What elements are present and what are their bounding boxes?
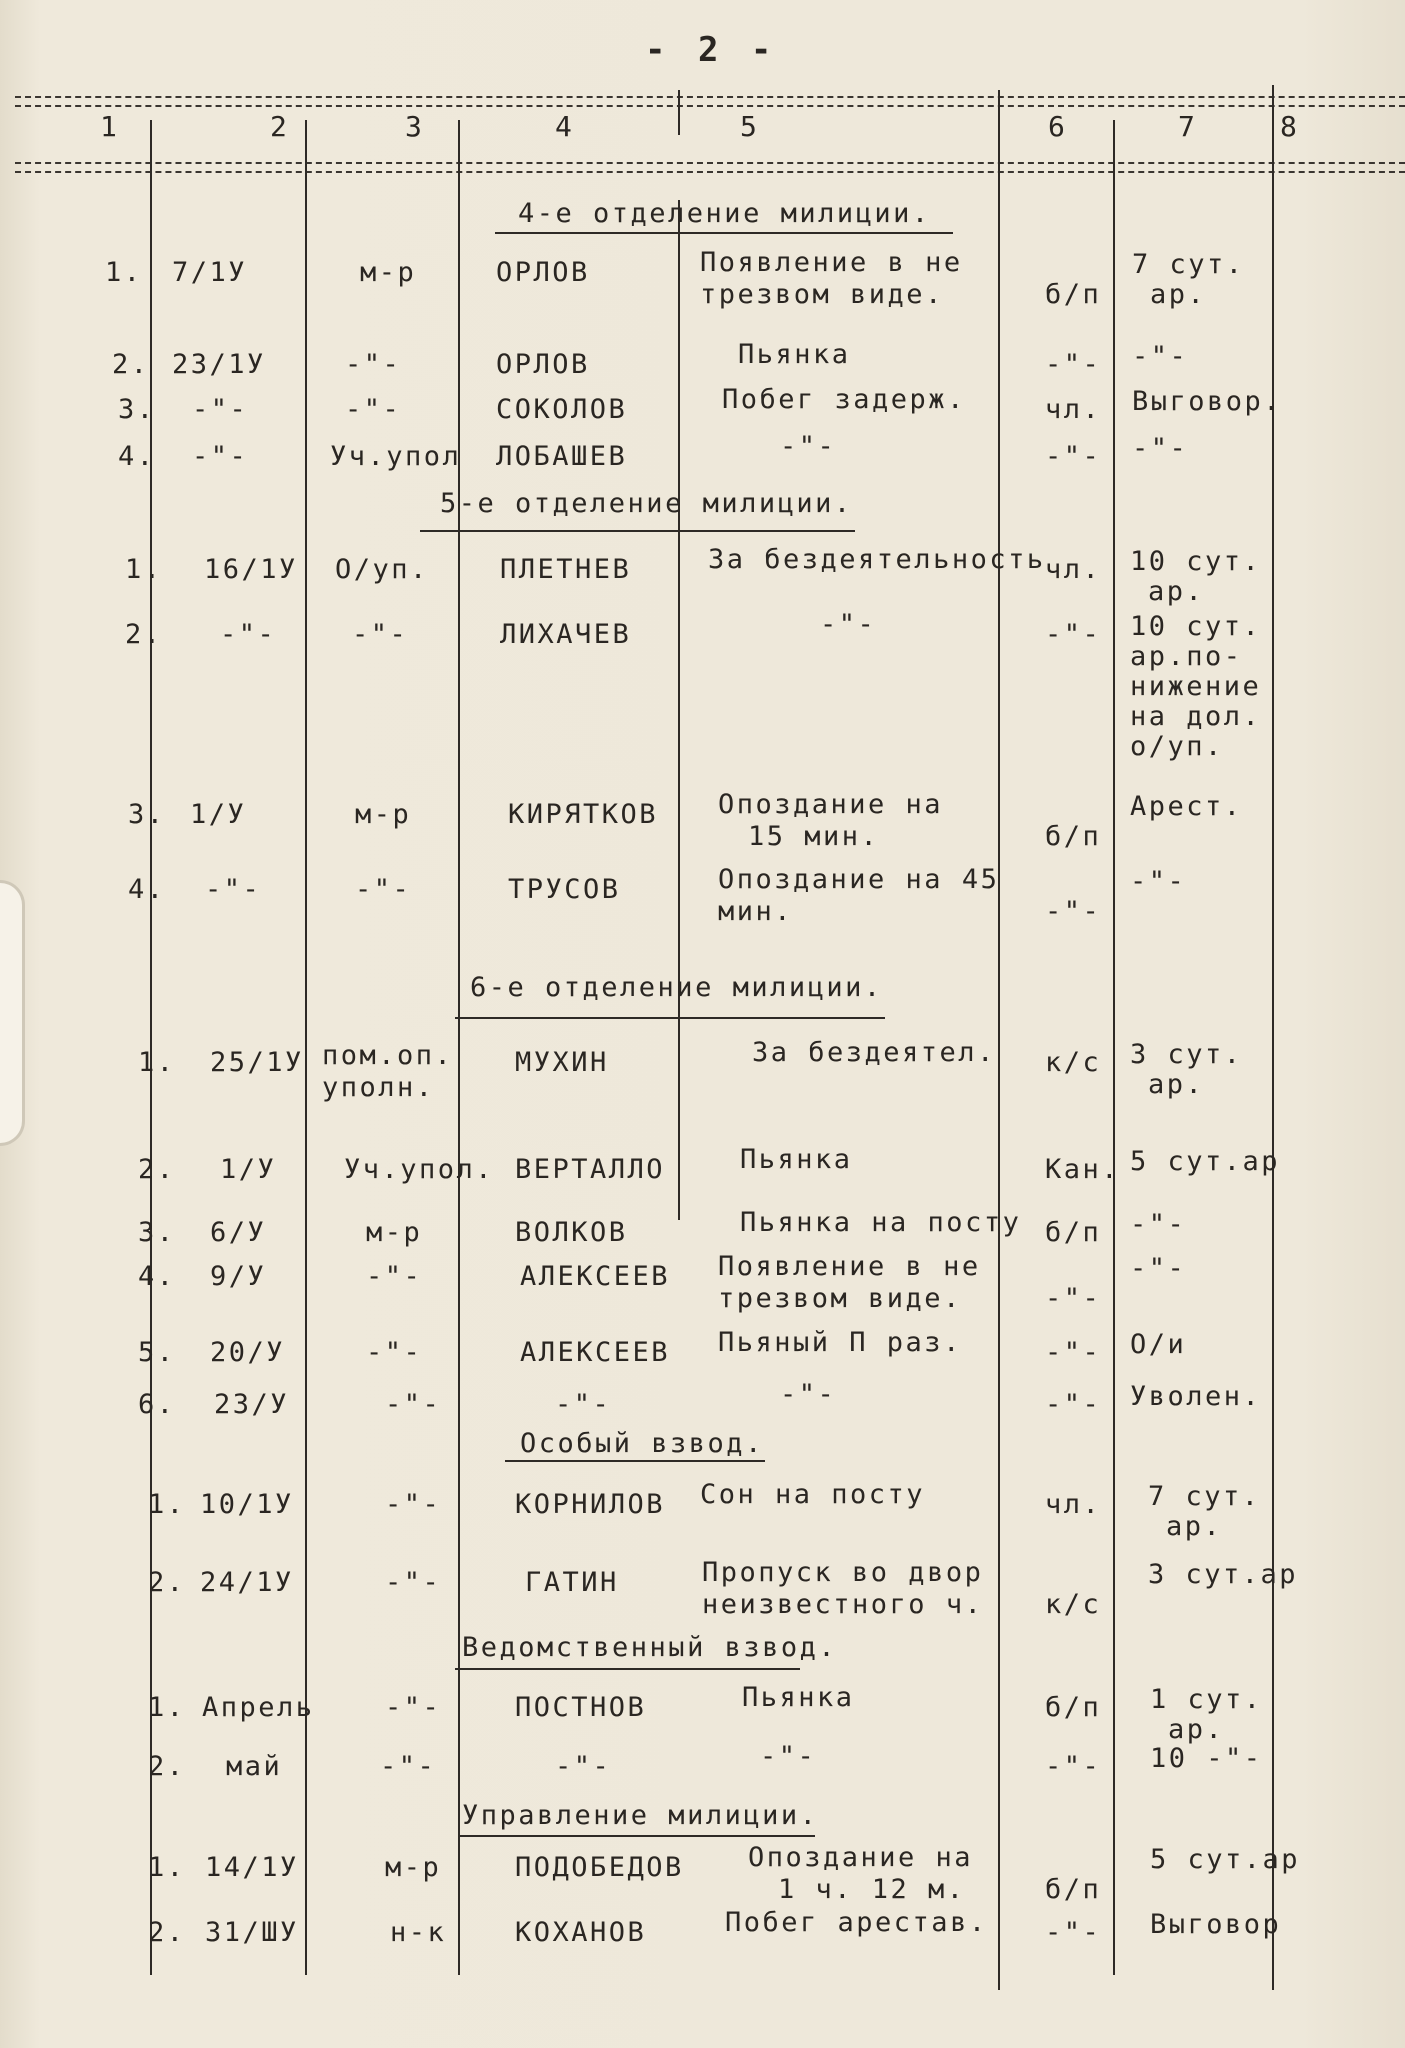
row-penalty: О/и (1130, 1329, 1187, 1360)
row-penalty: 10 -"- (1150, 1743, 1263, 1774)
row-date: 24/1У (200, 1567, 294, 1598)
row-penalty: о/уп. (1130, 731, 1224, 762)
row-offense: Пьянка (740, 1144, 853, 1175)
row-offense: -"- (780, 1379, 837, 1410)
row-number: 3. (118, 394, 156, 425)
row-name: КИРЯТКОВ (508, 799, 659, 830)
section-title: Особый взвод. (520, 1428, 764, 1459)
row-penalty: ар. (1150, 279, 1207, 310)
row-penalty: 3 сут. (1130, 1039, 1243, 1070)
row-rank: Уч.упол. (344, 1154, 495, 1185)
column-header: 1 (100, 110, 117, 143)
row-offense: 1 ч. 12 м. (778, 1874, 966, 1905)
row-penalty: -"- (1130, 1253, 1187, 1284)
row-number: 4. (128, 874, 166, 905)
row-rank: -"- (385, 1567, 442, 1598)
row-penalty: ар. (1166, 1511, 1223, 1542)
row-number: 4. (118, 441, 156, 472)
row-number: 1. (148, 1692, 186, 1723)
row-name: -"- (555, 1389, 612, 1420)
row-party: к/с (1045, 1589, 1102, 1620)
row-name: ЛОБАШЕВ (496, 441, 628, 472)
column-header: 2 (270, 110, 287, 143)
row-number: 2. (148, 1567, 186, 1598)
row-name: КОРНИЛОВ (515, 1489, 666, 1520)
row-penalty: -"- (1130, 866, 1187, 897)
row-penalty: -"- (1132, 341, 1189, 372)
row-penalty: 5 сут.ар (1150, 1844, 1301, 1875)
row-offense: За бездеятельность (708, 544, 1046, 575)
row-rank: м-р (355, 799, 412, 830)
row-party: -"- (1045, 896, 1102, 927)
section-underline (495, 232, 953, 234)
row-party: -"- (1045, 1389, 1102, 1420)
row-date: 1/У (190, 799, 247, 830)
row-offense: Опоздание на (748, 1842, 974, 1873)
section-underline (458, 1835, 815, 1837)
row-party: -"- (1045, 1283, 1102, 1314)
section-title: Ведомственный взвод. (462, 1632, 838, 1663)
row-name: АЛЕКСЕЕВ (520, 1261, 671, 1292)
row-offense: Сон на посту (700, 1479, 926, 1510)
row-name: ОРЛОВ (496, 257, 590, 288)
row-name: ПОСТНОВ (515, 1692, 647, 1723)
row-date: 20/У (210, 1337, 286, 1368)
row-date: 10/1У (200, 1489, 294, 1520)
row-date: 7/1У (172, 257, 248, 288)
column-header: 7 (1178, 110, 1195, 143)
row-number: 1. (148, 1852, 186, 1883)
column-header: 5 (740, 110, 757, 143)
row-rank: -"- (366, 1337, 423, 1368)
row-offense: Побег задерж. (722, 384, 966, 415)
row-offense: Пьянка на посту (740, 1207, 1022, 1238)
row-rank: -"- (355, 874, 412, 905)
row-number: 3. (138, 1217, 176, 1248)
row-rank: м-р (385, 1852, 442, 1883)
row-name: ЛИХАЧЕВ (500, 619, 632, 650)
row-penalty: -"- (1132, 433, 1189, 464)
row-penalty: 10 сут. (1130, 611, 1262, 642)
row-number: 2. (125, 619, 163, 650)
column-rule (1272, 85, 1274, 1990)
row-rank: пом.оп. уполн. (322, 1040, 454, 1103)
row-party: -"- (1045, 1337, 1102, 1368)
row-penalty: 5 сут.ар (1130, 1146, 1281, 1177)
row-date: Апрель (202, 1692, 315, 1723)
row-offense: -"- (780, 431, 837, 462)
row-party: -"- (1045, 1917, 1102, 1948)
row-offense: -"- (760, 1741, 817, 1772)
row-date: 23/У (214, 1389, 290, 1420)
row-penalty: на дол. (1130, 701, 1262, 732)
row-rank: -"- (366, 1261, 423, 1292)
row-date: май (226, 1751, 283, 1782)
column-header: 6 (1048, 110, 1065, 143)
row-date: 16/1У (204, 554, 298, 585)
row-name: ВОЛКОВ (515, 1217, 628, 1248)
top-double-rule (15, 96, 1405, 107)
column-rule (998, 90, 1000, 1990)
row-offense: Пьяный П раз. (718, 1327, 962, 1358)
section-title: 4-е отделение милиции. (518, 198, 931, 229)
row-rank: -"- (345, 394, 402, 425)
column-header: 8 (1280, 110, 1297, 143)
row-name: ПЛЕТНЕВ (500, 554, 632, 585)
section-title: 5-е отделение милиции. (440, 488, 853, 519)
row-penalty: ар. (1168, 1714, 1225, 1745)
row-rank: -"- (385, 1389, 442, 1420)
row-rank: -"- (352, 619, 409, 650)
row-number: 1. (105, 257, 143, 288)
row-penalty: 10 сут. (1130, 546, 1262, 577)
row-penalty: Выговор. (1132, 386, 1283, 417)
section-title: 6-е отделение милиции. (470, 972, 883, 1003)
row-penalty: Выговор (1150, 1909, 1282, 1940)
row-party: б/п (1045, 279, 1102, 310)
row-number: 2. (148, 1917, 186, 1948)
row-name: ОРЛОВ (496, 349, 590, 380)
row-date: 1/У (220, 1154, 277, 1185)
row-party: -"- (1045, 1751, 1102, 1782)
row-number: 4. (138, 1261, 176, 1292)
row-party: б/п (1045, 1692, 1102, 1723)
row-name: ВЕРТАЛЛО (515, 1154, 666, 1185)
row-party: -"- (1045, 349, 1102, 380)
row-party: б/п (1045, 1217, 1102, 1248)
row-party: -"- (1045, 441, 1102, 472)
column-header: 3 (405, 110, 422, 143)
row-date: 14/1У (205, 1852, 299, 1883)
row-number: 3. (128, 799, 166, 830)
row-date: -"- (192, 441, 249, 472)
row-date: -"- (220, 619, 277, 650)
row-offense: неизвестного ч. (702, 1589, 984, 1620)
row-penalty: нижение (1130, 671, 1262, 702)
section-title: Управление милиции. (462, 1800, 819, 1831)
section-underline (420, 530, 855, 532)
section-underline (455, 1668, 800, 1670)
row-name: -"- (555, 1751, 612, 1782)
row-offense: -"- (820, 609, 877, 640)
row-rank: -"- (385, 1489, 442, 1520)
row-date: -"- (192, 394, 249, 425)
header-double-rule (15, 162, 1405, 173)
row-rank: н-к (390, 1917, 447, 1948)
row-offense: Появление в не (718, 1251, 981, 1282)
column-rule (1113, 120, 1115, 1975)
row-date: -"- (205, 874, 262, 905)
row-date: 6/У (210, 1217, 267, 1248)
row-penalty: 7 сут. (1132, 249, 1245, 280)
row-penalty: Арест. (1130, 791, 1243, 822)
row-offense: Пьянка (742, 1682, 855, 1713)
row-rank: м-р (360, 257, 417, 288)
row-number: 6. (138, 1389, 176, 1420)
row-penalty: 3 сут.ар (1148, 1559, 1299, 1590)
row-penalty: ар.по- (1130, 641, 1243, 672)
row-penalty: ар. (1148, 1069, 1205, 1100)
row-date: 23/1У (172, 349, 266, 380)
row-offense: Появление в не (700, 247, 963, 278)
row-offense: Побег арестав. (725, 1907, 988, 1938)
row-party: чл. (1045, 554, 1102, 585)
row-rank: -"- (380, 1751, 437, 1782)
row-rank: -"- (345, 349, 402, 380)
row-number: 2. (112, 349, 150, 380)
row-offense: 15 мин. (748, 821, 880, 852)
row-penalty: ар. (1148, 576, 1205, 607)
column-rule (678, 200, 680, 1220)
row-rank: -"- (385, 1692, 442, 1723)
row-name: АЛЕКСЕЕВ (520, 1337, 671, 1368)
row-offense: трезвом виде. (718, 1283, 962, 1314)
row-name: КОХАНОВ (515, 1917, 647, 1948)
row-penalty: 1 сут. (1150, 1684, 1263, 1715)
section-underline (505, 1460, 765, 1462)
row-penalty: -"- (1130, 1209, 1187, 1240)
row-rank: м-р (366, 1217, 423, 1248)
row-number: 2. (148, 1751, 186, 1782)
row-party: б/п (1045, 821, 1102, 852)
row-offense: мин. (718, 896, 794, 927)
row-offense: Опоздание на (718, 789, 944, 820)
row-name: ПОДОБЕДОВ (515, 1852, 684, 1883)
row-party: -"- (1045, 619, 1102, 650)
row-offense: Пропуск во двор (702, 1557, 984, 1588)
row-offense: Опоздание на 45 (718, 864, 1000, 895)
row-name: ТРУСОВ (508, 874, 621, 905)
row-number: 2. (138, 1154, 176, 1185)
page-number: - 2 - (645, 30, 778, 70)
row-party: к/с (1045, 1047, 1102, 1078)
row-party: чл. (1045, 1489, 1102, 1520)
column-rule (678, 90, 680, 135)
row-number: 1. (125, 554, 163, 585)
row-rank: Уч.упол (330, 441, 462, 472)
row-date: 25/1У (210, 1047, 304, 1078)
row-number: 5. (138, 1337, 176, 1368)
row-offense: Пьянка (738, 339, 851, 370)
row-offense: За бездеятел. (752, 1037, 996, 1068)
binding-hole (0, 880, 25, 1146)
row-penalty: Уволен. (1130, 1381, 1262, 1412)
row-number: 1. (138, 1047, 176, 1078)
row-name: МУХИН (515, 1047, 609, 1078)
row-party: б/п (1045, 1874, 1102, 1905)
row-number: 1. (148, 1489, 186, 1520)
row-name: ГАТИН (525, 1567, 619, 1598)
row-offense: трезвом виде. (700, 279, 944, 310)
row-rank: О/уп. (335, 554, 429, 585)
row-name: СОКОЛОВ (496, 394, 628, 425)
row-party: чл. (1045, 394, 1102, 425)
column-header: 4 (555, 110, 572, 143)
row-date: 9/У (210, 1261, 267, 1292)
section-underline (455, 1017, 885, 1019)
row-date: 31/ШУ (205, 1917, 299, 1948)
row-penalty: 7 сут. (1148, 1481, 1261, 1512)
row-party: Кан. (1045, 1154, 1121, 1185)
